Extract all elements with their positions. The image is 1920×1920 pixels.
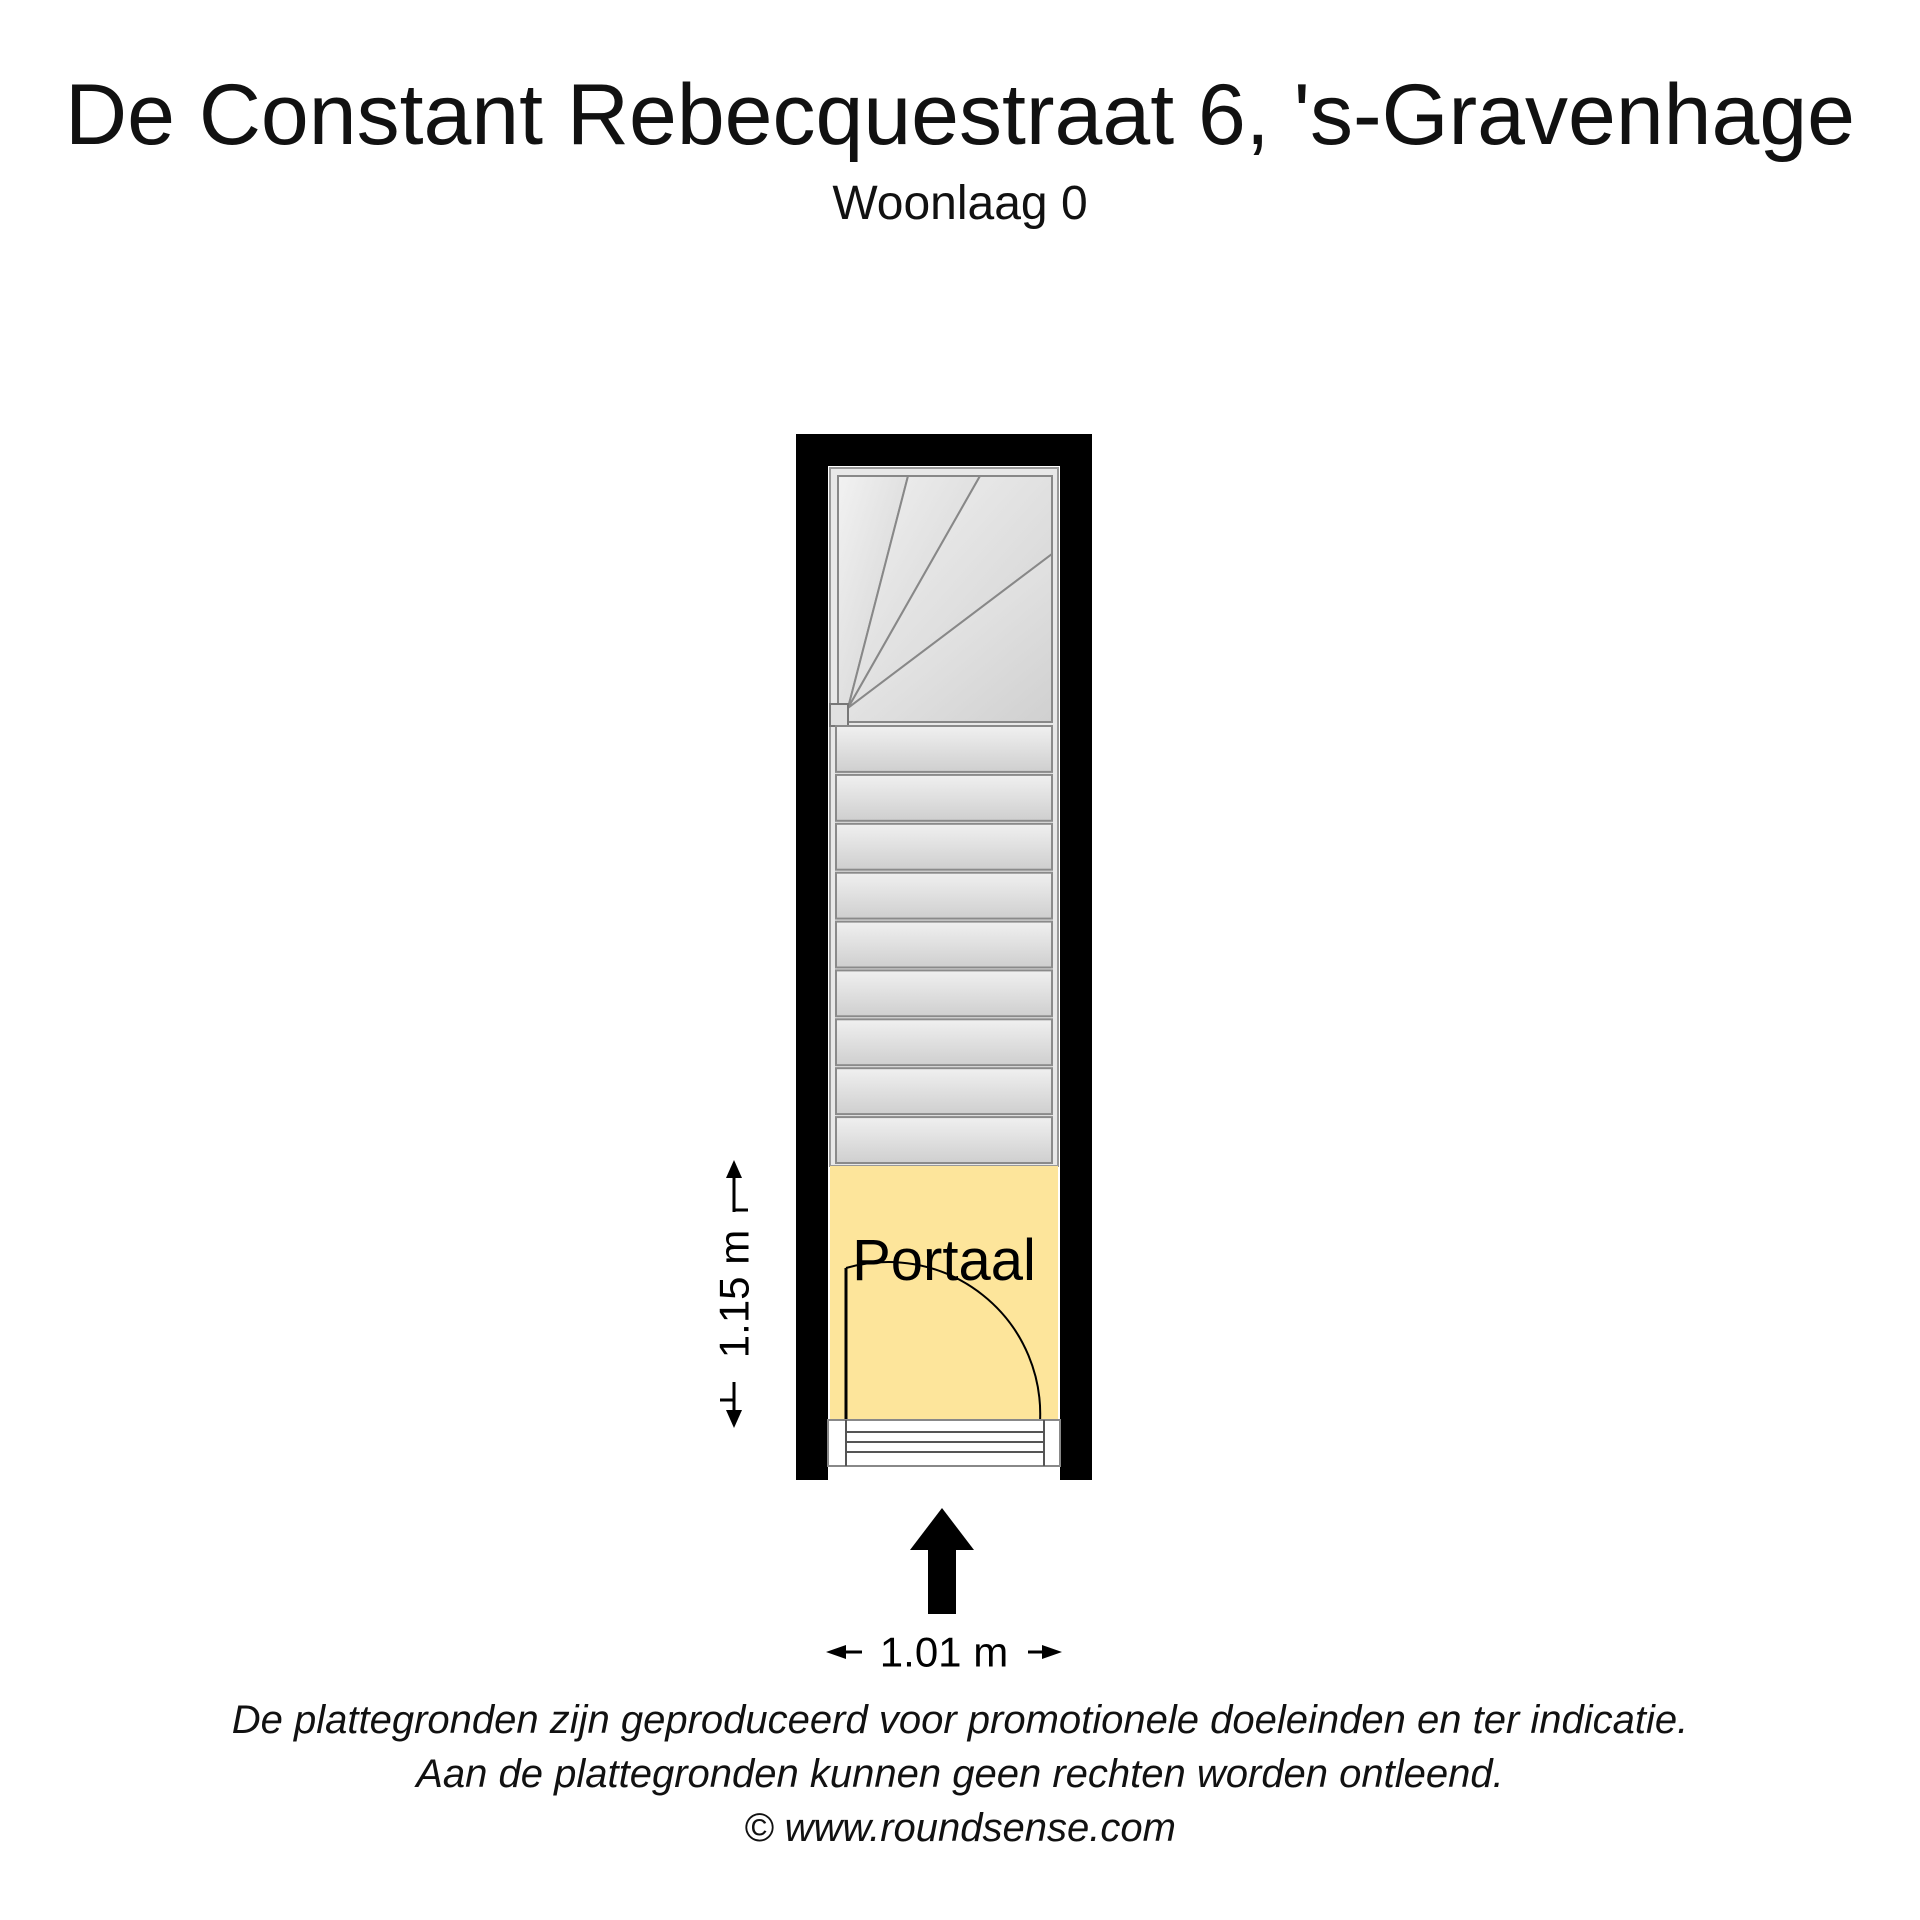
entry-arrow-head [910,1508,974,1550]
dimension-arrowhead [826,1645,846,1659]
stair-step [836,873,1052,919]
room-label-portaal: Portaal [852,1228,1036,1293]
stair-step [836,970,1052,1016]
dimension-label-vertical: 1.15 m [710,1229,758,1359]
entry-arrow [910,1508,974,1614]
page-title: De Constant Rebecquestraat 6, 's-Gravenhage [64,67,1855,163]
dimension-horizontal [826,1629,1062,1676]
stair-step [836,775,1052,821]
stair-step [836,922,1052,968]
room-portaal [830,1166,1058,1420]
stair-step [836,726,1052,772]
copyright-line: © www.roundsense.com [744,1806,1176,1850]
winder-steps [830,476,1052,726]
dimension-label-horizontal: 1.01 m [879,1628,1009,1676]
dimension-arrowhead [726,1160,742,1178]
straight-steps [836,726,1052,1163]
disclaimer-line-2: Aan de plattegronden kunnen geen rechten worden ontleend. [416,1752,1504,1796]
dimension-arrowhead [1042,1645,1062,1659]
dimension-vertical [711,1160,758,1428]
disclaimer-line-1: De plattegronden zijn geproduceerd voor promotionele doeleinden en ter indicatie. [231,1698,1689,1742]
stair-step [836,1019,1052,1065]
dimension-arrowhead [726,1410,742,1428]
stair-step [836,824,1052,870]
entry-arrow-shaft [928,1548,956,1614]
stair-step [836,1117,1052,1163]
stair-step [836,1068,1052,1114]
floor-level-subtitle: Woonlaag 0 [832,177,1088,230]
stair-newel-post [830,704,848,726]
